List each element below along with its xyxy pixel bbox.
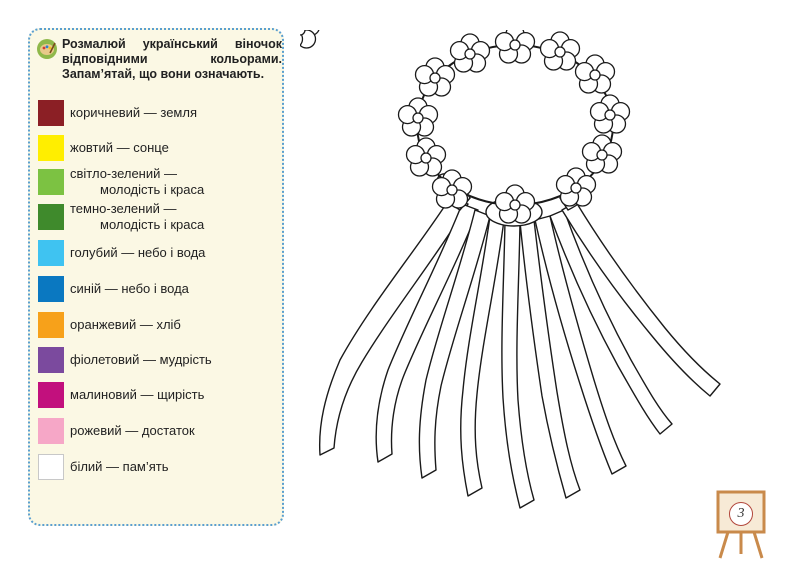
paint-palette-icon xyxy=(36,38,58,60)
legend-label: оранжевий — хліб xyxy=(70,317,181,332)
color-swatch[interactable] xyxy=(38,418,64,444)
color-swatch[interactable] xyxy=(38,204,64,230)
legend-label: темно-зелений — молодість і краса xyxy=(70,201,205,232)
color-swatch[interactable] xyxy=(38,100,64,126)
color-swatch[interactable] xyxy=(38,312,64,338)
legend-label: рожевий — достаток xyxy=(70,423,195,438)
legend-label: жовтий — сонце xyxy=(70,140,169,155)
wreath-ribbons xyxy=(320,198,720,508)
wreath-coloring-picture[interactable] xyxy=(300,30,740,530)
legend-label: малиновий — щирість xyxy=(70,387,205,402)
color-swatch[interactable] xyxy=(38,382,64,408)
legend-label: голубий — небо і вода xyxy=(70,245,206,260)
legend-label: синій — небо і вода xyxy=(70,281,189,296)
page-number: 3 xyxy=(729,502,753,526)
color-swatch[interactable] xyxy=(38,347,64,373)
color-legend-panel xyxy=(28,28,284,526)
color-swatch[interactable] xyxy=(38,169,64,195)
page-number-easel xyxy=(712,488,772,560)
legend-label: фіолетовий — мудрість xyxy=(70,352,212,367)
color-swatch[interactable] xyxy=(38,276,64,302)
color-swatch[interactable] xyxy=(38,240,64,266)
legend-label: коричневий — земля xyxy=(70,105,197,120)
legend-label: білий — пам’ять xyxy=(70,459,169,474)
color-swatch[interactable] xyxy=(38,135,64,161)
legend-label: світло-зелений — молодість і краса xyxy=(70,166,205,197)
task-instruction: Розмалюй український віночок відповідними кольорами. Запам’ятай, що вони означають. xyxy=(62,37,282,81)
color-swatch[interactable] xyxy=(38,454,64,480)
